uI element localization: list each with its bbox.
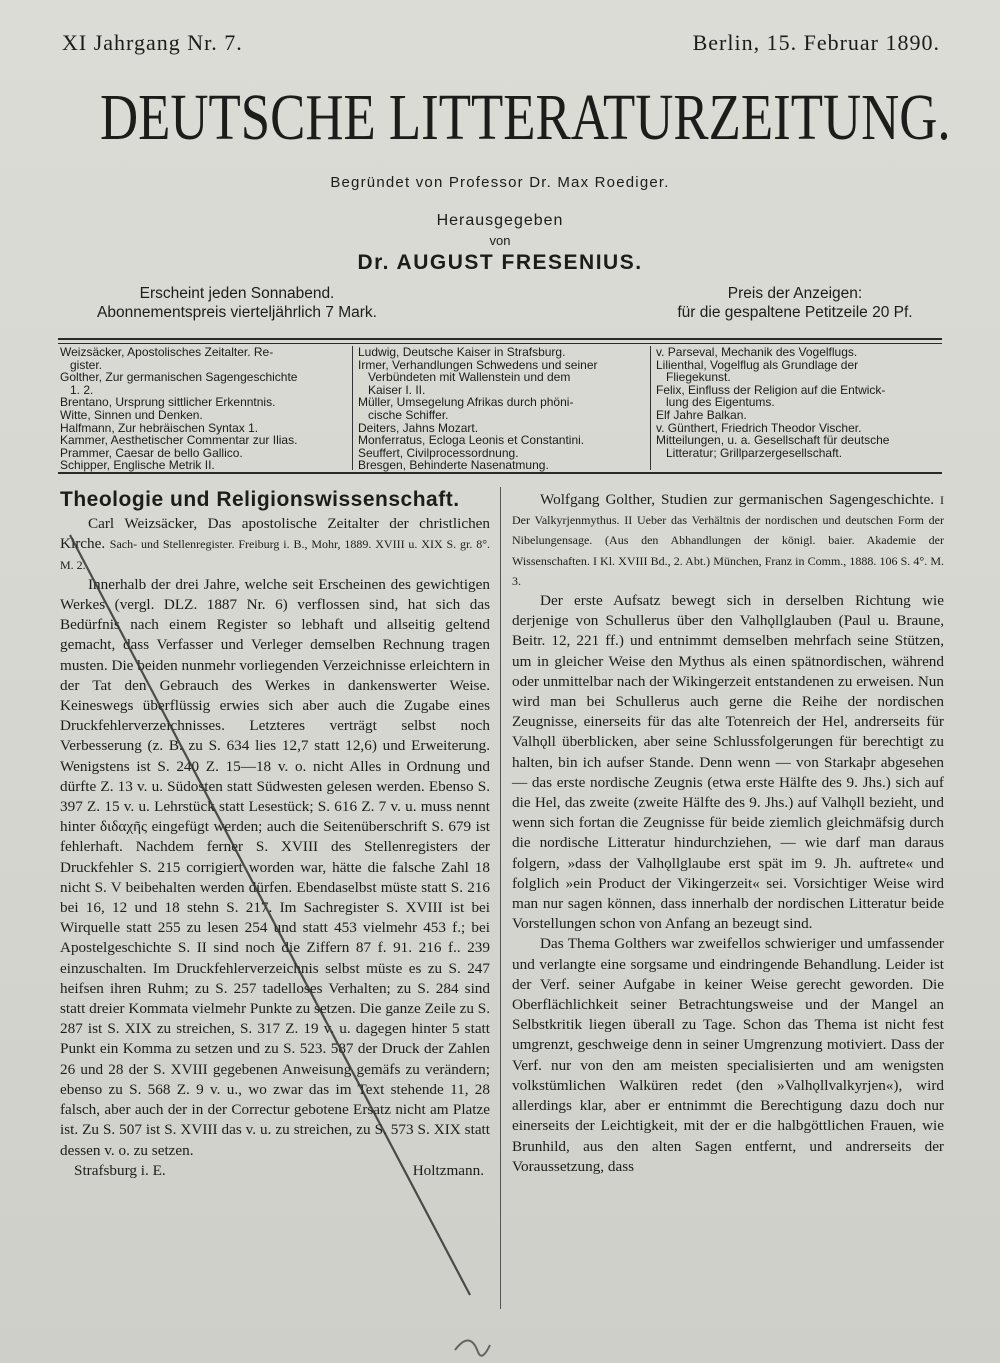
editor-name: Dr. AUGUST FRESENIUS. bbox=[357, 251, 643, 274]
toc-entry: Brentano, Ursprung sittlicher Erkenntnis. bbox=[60, 395, 276, 410]
column-separator bbox=[352, 346, 353, 470]
toc-entry: v. Parseval, Mechanik des Vogelflugs. bbox=[656, 345, 858, 359]
issue-number: XI Jahrgang Nr. 7. bbox=[62, 30, 243, 55]
divider-rule bbox=[58, 472, 942, 474]
von-label: von bbox=[489, 233, 511, 248]
review-signature bbox=[60, 1161, 490, 1181]
toc-entry: Monferratus, Ecloga Leonis et Constantini. bbox=[358, 433, 585, 448]
section-title: Theologie und Religionswissenschaft. bbox=[60, 488, 460, 511]
toc-entry: Elf Jahre Balkan. bbox=[656, 407, 747, 422]
toc-entry: v. Günthert, Friedrich Theodor Vischer. bbox=[656, 420, 862, 435]
divider-rule bbox=[58, 343, 942, 344]
left-column bbox=[60, 490, 490, 1181]
subscription-line-2: Abonnementspreis vierteljährlich 7 Mark. bbox=[97, 304, 377, 321]
citation-detail: I Der Valkyrjenmythus. II Ueber das Verhältnis der nordischen und deutschen Form der Nibelungensage. (Aus den Abhandlungen der königl. baier. Akademie der Wissenschaften. I Kl. XVIII Bd., 2. Abt.) München, Franz in Comm., 1888. 106 S. 4°. M. 3. bbox=[512, 493, 944, 588]
subscription-info bbox=[72, 284, 402, 322]
toc-entry: Seuffert, Civilprocessordnung. bbox=[358, 445, 519, 460]
ads-line-2: für die gespaltene Petitzeile 20 Pf. bbox=[677, 304, 913, 321]
toc-entry: lung des Eigentums. bbox=[656, 395, 775, 410]
ads-info bbox=[650, 284, 940, 322]
right-column bbox=[512, 490, 944, 1177]
toc-entry: Kammer, Aesthetischer Commentar zur Ilias. bbox=[60, 433, 298, 448]
column-separator bbox=[500, 487, 501, 1309]
toc-entry: Weizsäcker, Apostolisches Zeitalter. Re- bbox=[60, 345, 274, 359]
published-by-label: Herausgegeben bbox=[436, 212, 564, 229]
toc-entry: Golther, Zur germanischen Sagengeschichte bbox=[60, 370, 298, 385]
citation-title: Carl Weizsäcker, Das apostolische Zeitalter der christlichen Kirche. bbox=[60, 515, 490, 553]
review-paragraph-1: Der erste Aufsatz bewegt sich in derselben Richtung wie derjenige von Schullerus über den Valhǫllglauben (Paul u. Braune, Beitr. 12, 221 ff.) und entnimmt demselben mehrfach seine Stützen, um in gleicher Weise den Mythus als einen spätnordischen, während oder unmittelbar nach der Wikingerzeit entstandenen zu erweisen. Nun wird man bei Schullerus auch gerne die Reihe der nordischen Zeugnisse, einerseits für das alte Totenreich der Hel, andrerseits für Valhǫll überblicken, aber seine Schlussfolgerungen für berechtigt zu halten, bin ich aufser Stande. Denn wenn — von Starkaþr abgesehen — das erste nordische Zeugnis (etwa erste Hälfte des 9. Jhs.) sich auf die Hel, das zweite (zweite Hälfte des 9. Jhs.) auf Valhǫll bezieht, und wenn sich fortan die Zeugnisse für beide ziemlich gleichmäfsig durch die nordische Litteratur hindurchziehen, — wie darf man daraus folgern, »dass der Valhǫllglaube erst spät im 9. Jh. auftrete« und folglich »ein Product der Vikingerzeit« sei. Vorsichtiger Weise wird man nur sagen können, dass innerhalb der nordischen Litteratur beide Vorstellungen schon von Anfang an bezeugt sind. bbox=[512, 592, 944, 933]
toc-entry: Ludwig, Deutsche Kaiser in Strafsburg. bbox=[358, 345, 566, 359]
toc-column-2 bbox=[358, 346, 646, 472]
toc-entry: Irmer, Verhandlungen Schwedens und seiner bbox=[358, 357, 598, 372]
founder-line: Begründet von Professor Dr. Max Roediger. bbox=[330, 174, 670, 191]
toc-entry: cische Schiffer. bbox=[358, 407, 449, 422]
masthead-title: DEUTSCHE LITTERATURZEITUNG. bbox=[100, 81, 951, 154]
review-citation bbox=[512, 490, 944, 591]
toc-entry: Witte, Sinnen und Denken. bbox=[60, 407, 203, 422]
toc-entry: Mitteilungen, u. a. Gesellschaft für deutsche bbox=[656, 433, 890, 448]
signature-name: Holtzmann. bbox=[412, 1161, 484, 1179]
toc-entry: Felix, Einfluss der Religion auf die Entwick- bbox=[656, 382, 886, 397]
toc-entry: Deiters, Jahns Mozart. bbox=[358, 420, 479, 435]
divider-rule bbox=[58, 338, 942, 340]
toc-entry: Fliegekunst. bbox=[656, 370, 731, 385]
toc-entry: Schipper, Englische Metrik II. bbox=[60, 458, 215, 473]
toc-entry: Halfmann, Zur hebräischen Syntax 1. bbox=[60, 420, 259, 435]
citation-title: Wolfgang Golther, Studien zur germanischen Sagengeschichte. bbox=[540, 491, 935, 508]
column-separator bbox=[650, 346, 651, 470]
review-citation bbox=[60, 514, 490, 575]
toc-column-3 bbox=[656, 346, 946, 459]
toc-entry: Litteratur; Grillparzergesellschaft. bbox=[656, 445, 843, 460]
toc-entry: Prammer, Caesar de bello Gallico. bbox=[60, 445, 243, 460]
review-body: Innerhalb der drei Jahre, welche seit Erscheinen des gewichtigen Werkes (vergl. DLZ. 1887 Nr. 6) verflossen sind, hat sich das Bedürfnis nach einem Register so lebhaft und allseitig geltend gemacht, dass Verfasser und Verleger demselben Rechnung tragen musten. Die beiden nunmehr vorliegenden Verzeichnisse erleichtern in der Tat den Gebrauch des Werkes in dankenswerter Weise. Keineswegs überflüssig erwies sich aber auch die Zugabe eines Druckfehlerverzeichnisses. Letzteres verträgt selbst noch Verbesserung (z. B. zu S. 634 lies 12,7 statt 12,6) und Erweiterung. Wenigstens ist S. 240 Z. 15—18 v. o. nicht Alles in Ordnung und dürfte Z. 13 v. u. Südosten statt Südwesten gelesen werden. Ebenso S. 397 Z. 15 v. u. Lehrstück statt Lesestück; S. 616 Z. 7 v. u. muss nennt hinter διδαχῆς eingefügt werden; auch die Seitenüberschrift S. 679 ist fehlerhaft. Nachdem ferner S. XVIII des Stellenregisters der Druckfehler S. 215 corrigiert worden war, hätte die falsche Zahl 18 nicht S. V beibehalten werden dürfen. Ebendaselbst müste statt S. 216 bei 16, 12 und 18 stehn S. 217. Im Sachregister S. XVIII ist bei Wirquelle statt 255 zu lesen 254 und statt 453 vielmehr 453 f.; bei Apostelgeschichte S. II sind noch die Ziffern 87 f. 91. 216 f.. 239 einzuschalten. Im Druckfehlerverzeichnis selbst müste es zu S. 247 heifsen ihren Ruhm; zu S. 257 tadelloses Verhalten; zu S. 284 sind statt dreier Kommata vielmehr Punkte zu setzen. Die ganze Zeile zu S. 287 ist S. XIX zu streichen, S. 317 Z. 19 v. u. dagegen hinter 5 statt Punkt ein Komma zu setzen und zu S. 523. 587 der Druck der Zahlen 26 und 28 der S. XVIII gegebenen Anweisung gemäfs zu verändern; ebenso zu S. 568 Z. 9 v. u., wo zwar das im Text stehende 11, 28 falsch, aber auch der in der Correctur gebotene Ersatz nicht am Platze ist. Zu S. 507 ist S. XVIII das v. u. zu streichen, zu S. 573 S. XIX statt dessen v. o. zu setzen. bbox=[60, 575, 490, 1159]
toc-entry: Bresgen, Behinderte Nasenatmung. bbox=[358, 458, 549, 473]
toc-entry: Lilienthal, Vogelflug als Grundlage der bbox=[656, 357, 859, 372]
toc-entry: Kaiser I. II. bbox=[358, 382, 426, 397]
toc-column-1 bbox=[60, 346, 348, 472]
subscription-line-1: Erscheint jeden Sonnabend. bbox=[139, 285, 335, 302]
citation-detail: Sach- und Stellenregister. Freiburg i. B., Mohr, 1889. XVIII u. XIX S. gr. 8°. M. 2. bbox=[60, 537, 490, 572]
issue-date: Berlin, 15. Februar 1890. bbox=[692, 30, 940, 55]
ads-line-1: Preis der Anzeigen: bbox=[727, 285, 863, 302]
toc-entry: gister. bbox=[60, 357, 103, 372]
toc-entry: Müller, Umsegelung Afrikas durch phöni- bbox=[358, 395, 574, 410]
toc-entry: 1. 2. bbox=[60, 382, 94, 397]
review-paragraph-2: Das Thema Golthers war zweifellos schwieriger und umfassender und verlangte eine sorgsame und eindringende Behandlung. Leider ist der Verf. seiner Aufgabe in keiner Weise gerecht geworden. Die Oberflächlichkeit seiner Betrachtungsweise und der Mangel an Selbstkritik liegen überall zu Tage. Schon das Thema ist nicht fest umgrenzt, geschweige denn in seiner Umgrenzung motiviert. Dass der Verf. nur von den am meisten specialisierten und am wenigsten volkstümlichen Walküren redet (den »Valhǫllvalkyrjen«), wird allerdings klar, aber er entnimmt die Berechtigung dazu doch nur einerseits der Leichtigkeit, mit der er die halbgöttlichen Frauen, wie Brunhild, aus den alten Sagen entfernt, und andrerseits der Voraussetzung, dass bbox=[512, 935, 944, 1175]
signature-place: Strafsburg i. E. bbox=[74, 1161, 166, 1179]
toc-entry: Verbündeten mit Wallenstein und dem bbox=[358, 370, 571, 385]
